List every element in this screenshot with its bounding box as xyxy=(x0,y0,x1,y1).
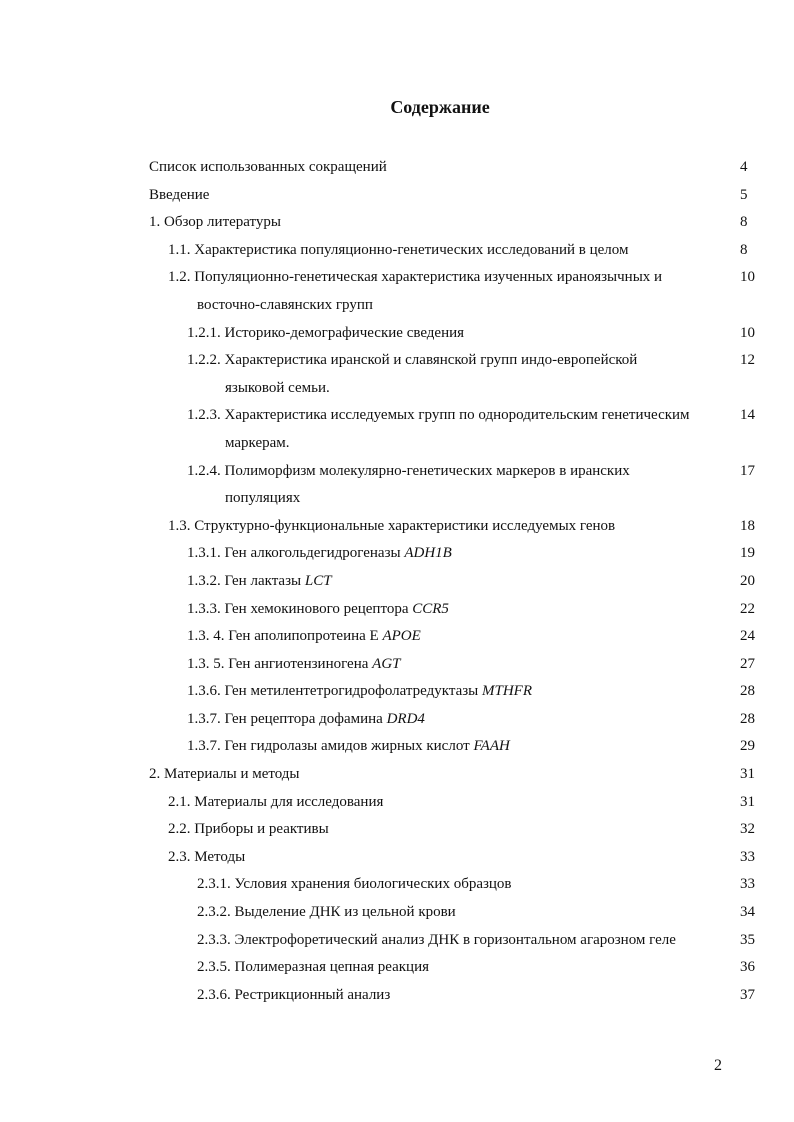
toc-entry-title: 1.3.6. Ген метилентетрогидрофолатредуктазы xyxy=(187,683,482,700)
toc-page-number: 28 xyxy=(740,710,755,727)
toc-entry-title: 1.3.7. Ген рецептора дофамина xyxy=(187,710,387,727)
gene-name: ADH1B xyxy=(404,545,452,562)
toc-entry xyxy=(0,237,794,265)
toc-entry xyxy=(0,927,794,955)
toc-entry xyxy=(0,706,794,734)
toc-page-number: 37 xyxy=(740,986,755,1003)
toc-page-number: 33 xyxy=(740,848,755,865)
toc-page-number: 19 xyxy=(740,545,755,562)
toc-entry-title: 2.3.3. Электрофоретический анализ ДНК в горизонтальном агарозном геле xyxy=(197,931,676,948)
toc-entry-title: 1.3.7. Ген гидролазы амидов жирных кислот xyxy=(187,738,474,755)
toc-entry-continuation: популяциях xyxy=(225,490,301,507)
toc-entry xyxy=(0,733,794,761)
toc-page-number: 33 xyxy=(740,876,755,893)
toc-entry xyxy=(0,154,794,182)
toc-entry-title: 2. Материалы и методы xyxy=(149,766,300,783)
page-number: 2 xyxy=(714,1057,722,1074)
toc-entry-title: 2.3.6. Рестрикционный анализ xyxy=(197,986,391,1003)
toc-entry-title: 1.2.1. Историко-демографические сведения xyxy=(187,324,465,341)
toc-entry-title: 1.1. Характеристика популяционно-генетических исследований в целом xyxy=(168,241,629,258)
toc-entry xyxy=(0,540,794,568)
toc-entry-title: 1.2.3. Характеристика исследуемых групп по однородительским генетическим xyxy=(187,407,690,424)
toc-entry xyxy=(0,402,794,430)
toc-entry xyxy=(0,182,794,210)
toc-entry xyxy=(0,678,794,706)
toc-entry-title: 1.2. Популяционно-генетическая характеристика изученных ираноязычных и xyxy=(168,269,663,286)
page-title: Содержание xyxy=(390,97,490,117)
toc-entry xyxy=(0,844,794,872)
toc-entry-title: 2.3. Методы xyxy=(168,848,246,865)
toc-page-number: 18 xyxy=(740,517,755,534)
toc-entry-title: 1.3. 4. Ген аполипопротеина Е xyxy=(187,628,383,645)
toc-page-number: 32 xyxy=(740,821,755,838)
toc-page-number: 31 xyxy=(740,766,755,783)
toc-page-number: 5 xyxy=(740,186,748,203)
toc-page-number: 10 xyxy=(740,269,755,286)
toc-entry xyxy=(0,816,794,844)
toc-entry-title: Введение xyxy=(149,186,210,203)
toc-entry xyxy=(0,871,794,899)
toc-entry xyxy=(0,954,794,982)
toc-entry-title: Список использованных сокращений xyxy=(149,159,387,175)
gene-name: DRD4 xyxy=(386,710,425,727)
toc-page-number: 36 xyxy=(740,959,755,976)
toc-page-number: 12 xyxy=(740,352,755,369)
toc-page-number: 4 xyxy=(740,159,748,175)
gene-name: FAAH xyxy=(473,738,510,755)
toc-page-number: 14 xyxy=(740,407,755,424)
toc-entry-title: 2.1. Материалы для исследования xyxy=(168,793,384,810)
toc-entry xyxy=(0,789,794,817)
toc-page-number: 27 xyxy=(740,655,755,672)
toc-page-number: 8 xyxy=(740,241,748,258)
toc-page-number: 28 xyxy=(740,683,755,700)
gene-name: CCR5 xyxy=(412,600,449,617)
toc-entry-title: 2.3.1. Условия хранения биологических образцов xyxy=(197,876,512,893)
toc-entry-title: 1.3. 5. Ген ангиотензиногена xyxy=(187,655,373,672)
toc-entry xyxy=(0,982,794,1010)
toc-entry-continuation: языковой семьи. xyxy=(225,379,330,396)
gene-name: LCT xyxy=(304,572,332,589)
toc-entry xyxy=(0,651,794,679)
toc-entry xyxy=(0,568,794,596)
toc-entry-title: 2.2. Приборы и реактивы xyxy=(168,821,329,838)
toc-entry-continuation: маркерам. xyxy=(225,434,290,451)
toc-entry-title: 2.3.2. Выделение ДНК из цельной крови xyxy=(197,904,456,921)
toc-entry xyxy=(0,899,794,927)
toc-entry-continuation: восточно-славянских групп xyxy=(197,296,373,313)
gene-name: MTHFR xyxy=(481,683,532,700)
table-of-contents xyxy=(0,154,794,1009)
toc-entry-title: 1.3.3. Ген хемокинового рецептора xyxy=(187,600,413,617)
toc-page-number: 20 xyxy=(740,572,755,589)
gene-name: APOE xyxy=(382,628,421,645)
toc-page-number: 29 xyxy=(740,738,755,755)
toc-page-number: 17 xyxy=(740,462,755,479)
toc-entry xyxy=(0,209,794,237)
toc-entry xyxy=(0,458,794,486)
toc-entry-title: 2.3.5. Полимеразная цепная реакция xyxy=(197,959,430,976)
toc-entry xyxy=(0,264,794,292)
toc-entry-title: 1.3. Структурно-функциональные характеристики исследуемых генов xyxy=(168,517,616,534)
toc-page-number: 35 xyxy=(740,931,755,948)
gene-name: AGT xyxy=(372,655,401,672)
toc-entry xyxy=(0,761,794,789)
toc-entry xyxy=(0,513,794,541)
toc-page-number: 34 xyxy=(740,904,755,921)
toc-page-number: 8 xyxy=(740,214,748,231)
toc-page-number: 10 xyxy=(740,324,755,341)
toc-page-number: 24 xyxy=(740,628,755,645)
toc-entry-title: 1.3.2. Ген лактазы xyxy=(187,572,305,589)
toc-page-number: 22 xyxy=(740,600,755,617)
toc-entry xyxy=(0,347,794,375)
toc-entry-title: 1. Обзор литературы xyxy=(149,214,281,231)
toc-entry xyxy=(0,320,794,348)
toc-entry-title: 1.3.1. Ген алкогольдегидрогеназы xyxy=(187,545,405,562)
toc-entry xyxy=(0,596,794,624)
toc-entry-title: 1.2.4. Полиморфизм молекулярно-генетических маркеров в иранских xyxy=(187,462,630,479)
toc-entry xyxy=(0,623,794,651)
toc-page-number: 31 xyxy=(740,793,755,810)
toc-entry-title: 1.2.2. Характеристика иранской и славянской групп индо-европейской xyxy=(187,352,638,369)
